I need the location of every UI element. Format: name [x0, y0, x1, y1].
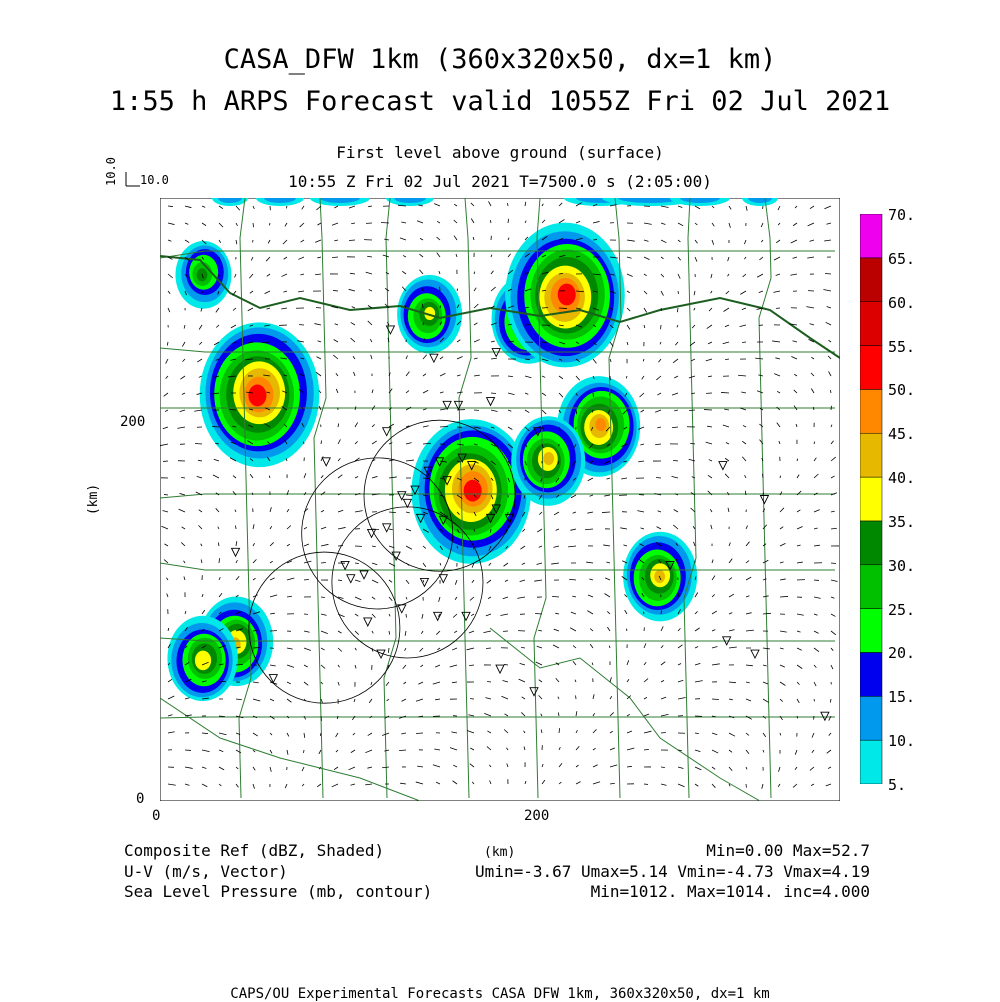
level-subtitle: First level above ground (surface) — [0, 143, 1000, 162]
wind-vector — [656, 477, 661, 478]
colorbar-tick-label: 65. — [888, 250, 915, 268]
field-vector-label: U-V (m/s, Vector) — [124, 862, 288, 881]
wind-vector — [303, 442, 304, 444]
wind-vector — [525, 324, 531, 325]
storm-cell-contour — [558, 284, 576, 306]
wind-vector — [491, 393, 496, 394]
wind-vector — [321, 440, 322, 444]
x-tick-0: 0 — [152, 808, 160, 824]
forecast-map — [160, 198, 840, 801]
colorbar-swatch — [860, 258, 882, 302]
wind-vector — [381, 222, 389, 223]
plot-title-line2: 1:55 h ARPS Forecast valid 1055Z Fri 02 Jul 2021 — [0, 86, 1000, 117]
colorbar-swatch — [860, 214, 882, 258]
colorbar — [860, 214, 884, 784]
wind-vector — [742, 342, 746, 343]
colorbar-tick-label: 70. — [888, 206, 915, 224]
footer-credit: CAPS/OU Experimental Forecasts CASA DFW 1km, 360x320x50, dx=1 km — [0, 986, 1000, 1002]
y-axis-label: (km) — [86, 484, 101, 515]
wind-vector — [535, 613, 542, 614]
colorbar-swatch — [860, 565, 882, 609]
colorbar-tick-label: 60. — [888, 294, 915, 312]
wind-vector — [661, 610, 662, 614]
plot-title-line1: CASA_DFW 1km (360x320x50, dx=1 km) — [0, 44, 1000, 75]
wind-vector — [338, 580, 342, 581]
field-shaded-label: Composite Ref (dBZ, Shaded) — [124, 841, 384, 860]
colorbar-swatch — [860, 477, 882, 521]
storm-cell-contour — [195, 651, 211, 671]
colorbar-tick-label: 25. — [888, 601, 915, 619]
colorbar-tick-label: 45. — [888, 425, 915, 443]
wind-stats: Umin=-3.67 Umax=5.14 Vmin=-4.73 Vmax=4.19 — [475, 862, 870, 881]
vector-reference-icon — [124, 170, 144, 190]
y-tick-0: 0 — [136, 791, 144, 807]
colorbar-tick-label: 50. — [888, 381, 915, 399]
colorbar-tick-label: 35. — [888, 513, 915, 531]
reflectivity-stats: Min=0.00 Max=52.7 — [706, 841, 870, 860]
colorbar-swatch — [860, 346, 882, 390]
wind-vector — [602, 512, 610, 513]
colorbar-swatch — [860, 696, 882, 740]
wind-vector — [440, 306, 441, 308]
wind-vector — [202, 733, 208, 734]
wind-vector — [504, 664, 508, 665]
pressure-stats: Min=1012. Max=1014. inc=4.000 — [591, 882, 870, 901]
colorbar-tick-label: 10. — [888, 732, 915, 750]
colorbar-swatch — [860, 302, 882, 346]
storm-cell-contour — [464, 480, 482, 502]
wind-vector — [831, 563, 836, 564]
wind-vector — [474, 529, 475, 531]
wind-vector — [349, 240, 355, 241]
storm-cell-contour — [595, 418, 606, 431]
wind-vector — [168, 206, 173, 207]
colorbar-swatch — [860, 740, 882, 784]
colorbar-swatch — [860, 609, 882, 653]
colorbar-tick-label: 40. — [888, 469, 915, 487]
wind-vector — [164, 494, 168, 495]
wind-vector — [609, 393, 610, 395]
wind-vector — [593, 393, 594, 397]
colorbar-tick-label: 30. — [888, 557, 915, 575]
colorbar-tick-label: 5. — [888, 776, 906, 794]
colorbar-swatch — [860, 433, 882, 477]
wind-vector — [712, 699, 719, 700]
storm-cell-contour — [248, 385, 266, 407]
vector-reference-v-label: 10.0 — [104, 157, 118, 186]
field-contour-label: Sea Level Pressure (mb, contour) — [124, 882, 432, 901]
x-axis-label: (km) — [484, 845, 515, 860]
colorbar-swatch — [860, 652, 882, 696]
wind-vector — [661, 767, 665, 768]
wind-vector — [507, 203, 508, 206]
wind-vector — [253, 647, 260, 648]
colorbar-tick-label: 15. — [888, 688, 915, 706]
storm-cell-contour — [543, 452, 554, 465]
wind-vector — [762, 474, 763, 478]
y-tick-200: 200 — [120, 414, 145, 430]
colorbar-tick-label: 55. — [888, 338, 915, 356]
wind-vector — [219, 558, 220, 563]
colorbar-swatch — [860, 521, 882, 565]
wind-vector — [486, 648, 491, 649]
x-tick-200: 200 — [524, 808, 549, 824]
wind-vector — [321, 562, 326, 563]
wind-vector — [576, 256, 580, 257]
colorbar-swatch — [860, 389, 882, 433]
time-subtitle: 10:55 Z Fri 02 Jul 2021 T=7500.0 s (2:05:00) — [0, 172, 1000, 191]
wind-vector — [490, 529, 491, 533]
wind-vector — [269, 223, 270, 225]
wind-vector — [780, 476, 781, 478]
wind-vector — [559, 308, 567, 309]
vector-reference-u-label: 10.0 — [140, 173, 169, 187]
colorbar-tick-label: 20. — [888, 644, 915, 662]
wind-vector — [780, 596, 788, 597]
